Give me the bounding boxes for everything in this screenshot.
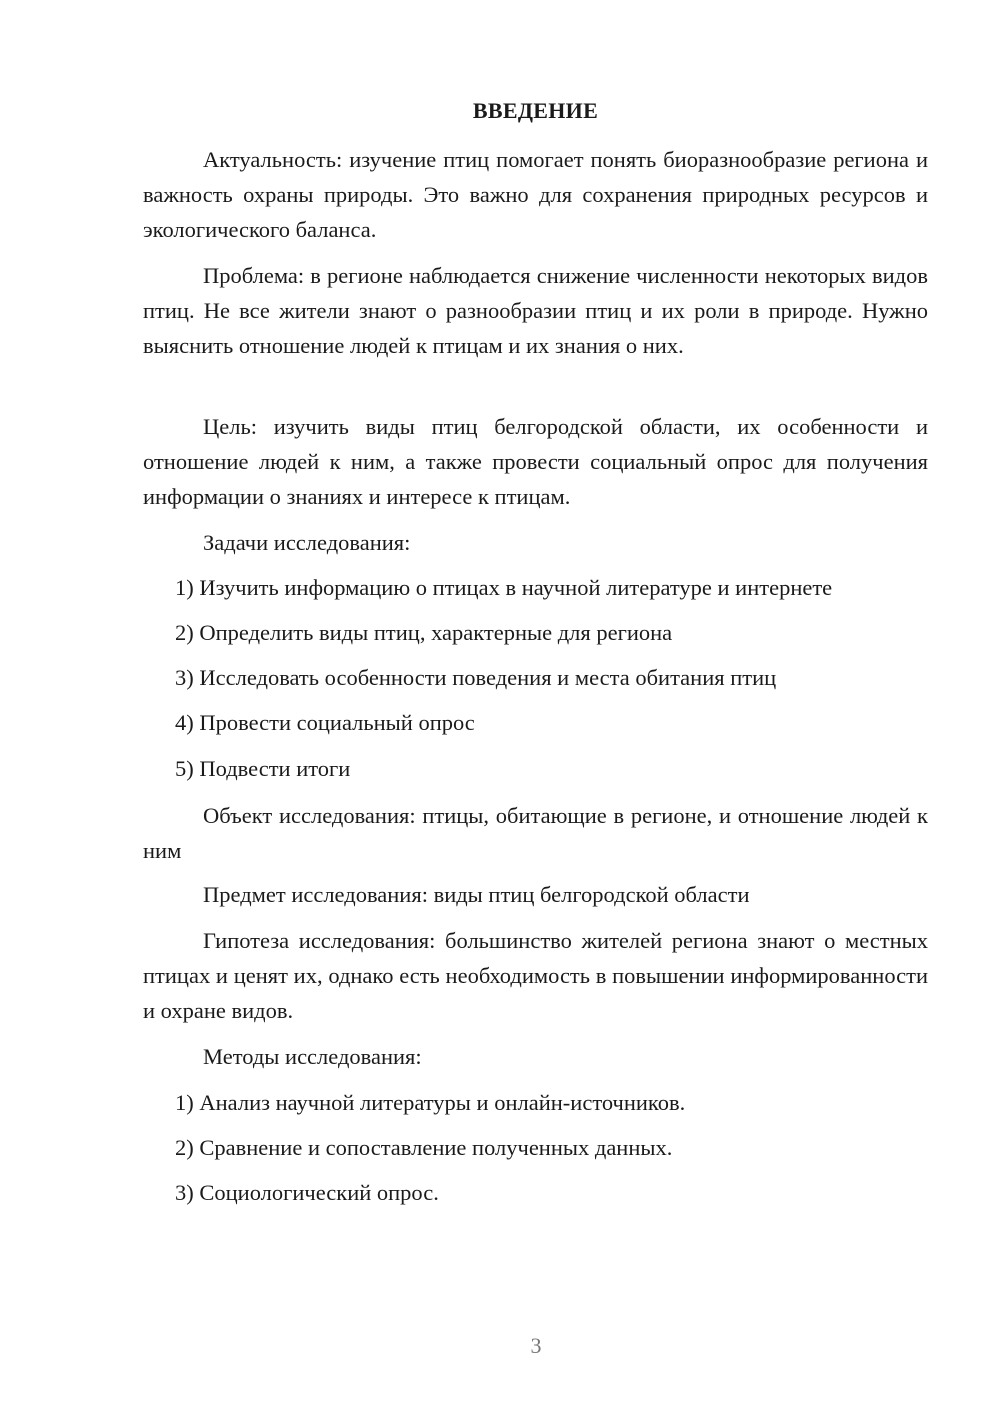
method-item-1: 1) Анализ научной литературы и онлайн-источников.: [175, 1090, 686, 1115]
method-item-2: 2) Сравнение и сопоставление полученных данных.: [175, 1135, 673, 1160]
methods-heading: Методы исследования:: [203, 1044, 422, 1069]
method-item-3: 3) Социологический опрос.: [175, 1180, 439, 1205]
task-item-4: 4) Провести социальный опрос: [175, 710, 475, 735]
subject-paragraph: Предмет исследования: виды птиц белгородской области: [203, 882, 750, 907]
relevance-paragraph: Актуальность: изучение птиц помогает понять биоразнообразие региона и важность охраны природы. Это важно для сохранения природных ресурсов и экологического баланса.: [143, 147, 928, 242]
problem-paragraph: Проблема: в регионе наблюдается снижение численности некоторых видов птиц. Не все жители знают о разнообразии птиц и их роли в природе. Нужно выяснить отношение людей к птицам и их знания о них.: [143, 263, 928, 358]
hypothesis-paragraph: Гипотеза исследования: большинство жителей региона знают о местных птицах и ценят их, однако есть необходимость в повышении информированности и охране видов.: [143, 928, 928, 1023]
task-item-5: 5) Подвести итоги: [175, 756, 351, 781]
task-item-3: 3) Исследовать особенности поведения и места обитания птиц: [175, 665, 777, 690]
goal-paragraph: Цель: изучить виды птиц белгородской области, их особенности и отношение людей к ним, а также провести социальный опрос для получения информации о знаниях и интересе к птицам.: [143, 414, 928, 509]
tasks-heading: Задачи исследования:: [203, 530, 411, 555]
page-number: 3: [530, 1333, 542, 1358]
section-title: ВВЕДЕНИЕ: [472, 98, 599, 123]
object-paragraph: Объект исследования: птицы, обитающие в регионе, и отношение людей к ним: [143, 803, 928, 863]
task-item-2: 2) Определить виды птиц, характерные для региона: [175, 620, 673, 645]
task-item-1: 1) Изучить информацию о птицах в научной литературе и интернете: [175, 575, 833, 600]
